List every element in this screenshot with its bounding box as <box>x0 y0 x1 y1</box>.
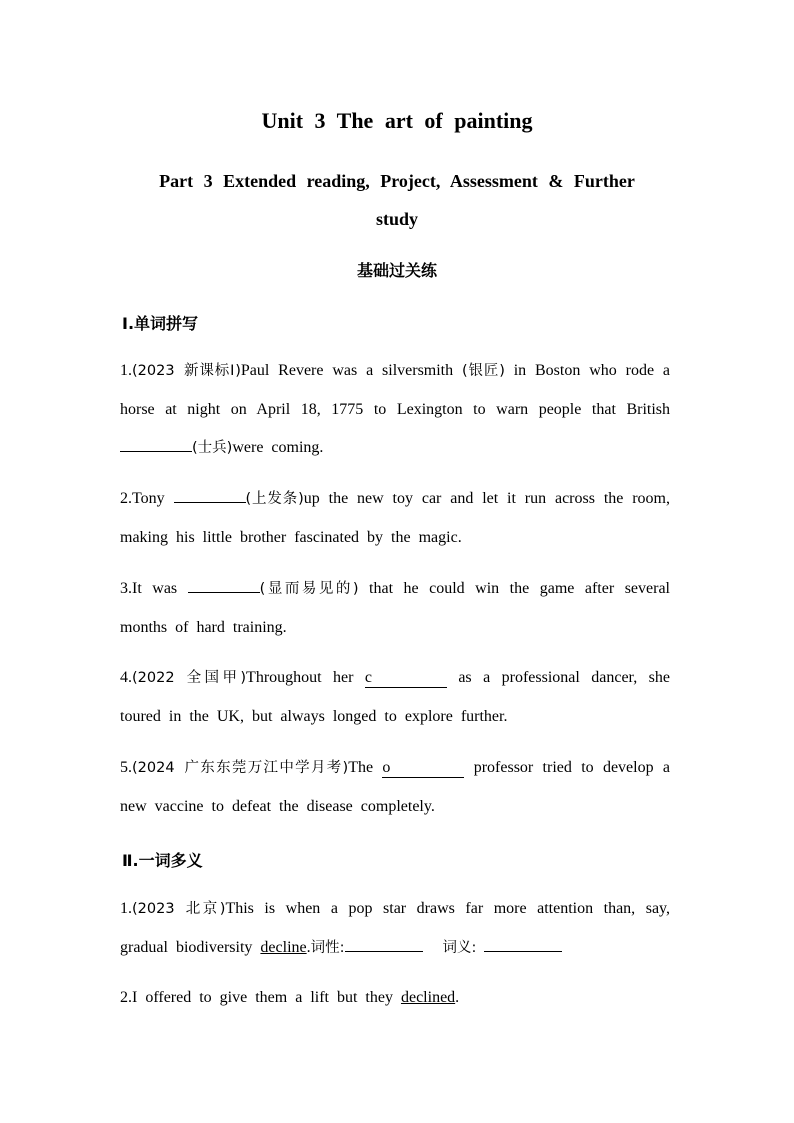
question-text: The <box>348 759 383 776</box>
question-text: in Boston who rode a horse at night on April 18, 1775 to Lexington to warn people that British <box>120 362 670 418</box>
question-number: 2. <box>120 490 132 507</box>
question-number: 1. <box>120 362 132 379</box>
target-word: decline <box>260 938 307 956</box>
question-text: . <box>455 989 460 1006</box>
question-note: (银匠) <box>461 363 505 379</box>
question-number: 2. <box>120 989 132 1006</box>
practice-heading: 基础过关练 <box>356 261 437 280</box>
question-hint: (显而易见的) <box>259 581 359 597</box>
question-hint: (上发条) <box>245 491 304 507</box>
question-text: . <box>306 938 311 956</box>
polysemy-question-2 <box>120 979 670 1018</box>
question-text: I offered to give them a lift but they <box>132 989 401 1006</box>
meaning-label: 词义: <box>442 939 477 956</box>
question-text: were coming. <box>232 439 324 456</box>
part-subtitle: Part 3 Extended reading, Project, Assessment & Further study <box>159 171 635 229</box>
question-text: professor tried to develop a new vaccine to defeat the disease completely. <box>120 759 671 815</box>
spelling-question-5 <box>120 749 670 826</box>
question-number: 1. <box>120 900 132 917</box>
question-number: 5. <box>120 759 132 776</box>
question-text: as a professional dancer, she toured in the UK, but always longed to explore further. <box>120 669 670 725</box>
question-source: (2022 全国甲) <box>132 670 247 686</box>
polysemy-question-1 <box>120 890 670 967</box>
question-text: Paul Revere was a silversmith <box>240 362 462 379</box>
question-text: up the new toy car and let it run across the room, making his little brother fascinated by the magic. <box>120 490 670 546</box>
meaning-blank[interactable] <box>484 934 562 952</box>
section-spelling-heading: Ⅰ.单词拼写 <box>122 314 199 333</box>
question-number: 4. <box>120 669 132 686</box>
answer-blank[interactable] <box>120 434 192 452</box>
answer-blank[interactable] <box>188 575 260 593</box>
spelling-question-1 <box>120 352 670 468</box>
question-source: (2023 北京) <box>132 901 226 917</box>
question-number: 3. <box>120 580 132 597</box>
question-text: Tony <box>132 490 174 507</box>
target-word: declined <box>400 989 456 1006</box>
question-source: (2024 广东东莞万江中学月考) <box>132 760 349 776</box>
question-text: This is when a pop star draws far more attention than, say, gradual biodiversity <box>120 900 671 956</box>
part-of-speech-blank[interactable] <box>345 934 423 952</box>
section-polysemy-heading: Ⅱ.一词多义 <box>122 851 203 870</box>
part-of-speech-label: 词性: <box>310 939 345 956</box>
question-text: Throughout her <box>246 669 365 686</box>
answer-blank-with-letter[interactable]: c <box>365 669 447 688</box>
spelling-question-4 <box>120 659 670 736</box>
answer-blank[interactable] <box>174 485 246 503</box>
unit-title: Unit 3 The art of painting <box>261 108 533 133</box>
question-text: that he could win the game after several months of hard training. <box>120 580 670 636</box>
spelling-question-3 <box>120 570 670 647</box>
question-source: (2023 新课标Ⅰ) <box>132 363 241 379</box>
answer-blank-with-letter[interactable]: o <box>382 759 464 778</box>
question-hint: (士兵) <box>192 440 233 456</box>
spelling-question-2 <box>120 480 670 557</box>
question-text: It was <box>132 580 188 597</box>
